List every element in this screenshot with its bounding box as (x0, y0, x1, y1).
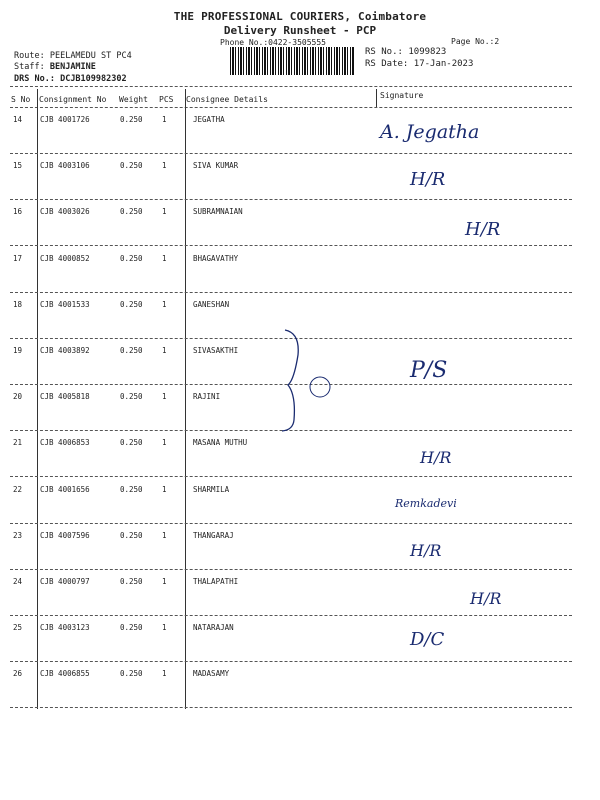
row-sno: 26 (13, 669, 23, 678)
row-signature: D/C (410, 629, 445, 650)
row-sno: 19 (13, 346, 23, 355)
row-consignment-no: CJB 4007596 (40, 531, 90, 540)
phone-number: Phone No.:0422-3505555 (220, 38, 326, 47)
row-consignee-name: SHARMILA (193, 485, 230, 494)
row-weight: 0.250 (120, 115, 143, 124)
row-rule (10, 245, 572, 246)
row-pcs: 1 (162, 531, 167, 540)
rs-date-value: 17-Jan-2023 (413, 59, 474, 69)
page-number: Page No.:2 (451, 37, 500, 46)
staff-line (14, 62, 96, 72)
row-consignee-name: THALAPATHI (193, 577, 239, 586)
row-pcs: 1 (162, 300, 167, 309)
header-bottom-rule (10, 107, 572, 108)
row-sno: 20 (13, 392, 23, 401)
col-sno-header: S No (11, 95, 31, 104)
row-sno: 22 (13, 485, 23, 494)
row-consignment-no: CJB 4001533 (40, 300, 90, 309)
row-signature: H/R (410, 541, 442, 560)
row-sno: 14 (13, 115, 23, 124)
row-sno: 17 (13, 254, 23, 263)
row-consignment-no: CJB 4006855 (40, 669, 90, 678)
row-rule (10, 661, 572, 662)
row-consignee-name: BHAGAVATHY (193, 254, 239, 263)
row-consignment-no: CJB 4003106 (40, 161, 90, 170)
row-weight: 0.250 (120, 623, 143, 632)
drs-label: DRS No.: (14, 74, 55, 84)
rs-date-line (365, 59, 473, 69)
row-signature: H/R (470, 589, 502, 608)
route-label: Route: (14, 51, 45, 61)
row-weight: 0.250 (120, 669, 143, 678)
row-weight: 0.250 (120, 438, 143, 447)
barcode-image (230, 47, 355, 75)
column-divider (376, 89, 377, 107)
row-weight: 0.250 (120, 346, 143, 355)
rs-number-value: 1099823 (408, 47, 447, 57)
row-consignment-no: CJB 4000852 (40, 254, 90, 263)
row-weight: 0.250 (120, 531, 143, 540)
col-pcs-header: PCS (159, 95, 174, 104)
row-weight: 0.250 (120, 392, 143, 401)
row-consignee-name: MASANA MUTHU (193, 438, 248, 447)
row-weight: 0.250 (120, 207, 143, 216)
header-top-rule (10, 86, 572, 87)
col-signature-header: Signature (380, 91, 424, 100)
row-pcs: 1 (162, 438, 167, 447)
rs-number-line (365, 47, 446, 57)
row-sno: 15 (13, 161, 23, 170)
row-sno: 21 (13, 438, 23, 447)
row-signature: Remkadevi (395, 497, 457, 510)
row-rule (10, 569, 572, 570)
row-consignment-no: CJB 4001656 (40, 485, 90, 494)
rs-number-label: RS No.: (365, 47, 403, 57)
drs-value: DCJB109982302 (60, 74, 127, 84)
row-consignment-no: CJB 4000797 (40, 577, 90, 586)
row-consignment-no: CJB 4006853 (40, 438, 90, 447)
row-weight: 0.250 (120, 254, 143, 263)
row-sno: 23 (13, 531, 23, 540)
row-sno: 18 (13, 300, 23, 309)
row-signature: H/R (465, 219, 501, 240)
row-rule (10, 476, 572, 477)
bracket-mark (280, 325, 350, 435)
route-line (14, 51, 132, 61)
row-weight: 0.250 (120, 485, 143, 494)
row-pcs: 1 (162, 669, 167, 678)
col-consignee-header: Consignee Details (186, 95, 268, 104)
row-consignment-no: CJB 4001726 (40, 115, 90, 124)
row-consignee-name: MADASAMY (193, 669, 230, 678)
row-pcs: 1 (162, 577, 167, 586)
document-title: Delivery Runsheet - PCP (223, 24, 377, 37)
row-weight: 0.250 (120, 300, 143, 309)
row-rule (10, 707, 572, 708)
row-sno: 16 (13, 207, 23, 216)
row-signature: A. Jegatha (380, 121, 480, 143)
row-consignee-name: RAJINI (193, 392, 221, 401)
row-consignment-no: CJB 4003123 (40, 623, 90, 632)
row-signature: H/R (420, 448, 452, 467)
row-consignee-name: SIVA KUMAR (193, 161, 239, 170)
rs-date-label: RS Date: (365, 59, 409, 69)
row-weight: 0.250 (120, 161, 143, 170)
row-pcs: 1 (162, 254, 167, 263)
row-consignee-name: JEGATHA (193, 115, 225, 124)
row-consignment-no: CJB 4005818 (40, 392, 90, 401)
row-consignee-name: GANESHAN (193, 300, 230, 309)
row-signature: H/R (410, 169, 446, 190)
row-pcs: 1 (162, 485, 167, 494)
row-consignee-name: SIVASAKTHI (193, 346, 239, 355)
row-signature: P/S (410, 358, 448, 383)
row-rule (10, 615, 572, 616)
row-pcs: 1 (162, 623, 167, 632)
col-consignment-header: Consignment No (39, 95, 107, 104)
row-consignment-no: CJB 4003892 (40, 346, 90, 355)
column-divider (185, 89, 186, 709)
row-rule (10, 523, 572, 524)
row-pcs: 1 (162, 115, 167, 124)
row-sno: 25 (13, 623, 23, 632)
route-value: PEELAMEDU ST PC4 (49, 51, 132, 61)
row-sno: 24 (13, 577, 23, 586)
row-rule (10, 199, 572, 200)
staff-value: BENJAMINE (49, 62, 96, 72)
row-pcs: 1 (162, 346, 167, 355)
row-pcs: 1 (162, 161, 167, 170)
column-divider (37, 89, 38, 709)
row-pcs: 1 (162, 207, 167, 216)
row-consignee-name: THANGARAJ (193, 531, 234, 540)
staff-label: Staff: (14, 62, 45, 72)
row-weight: 0.250 (120, 577, 143, 586)
row-consignee-name: SUBRAMNAIAN (193, 207, 243, 216)
col-weight-header: Weight (119, 95, 148, 104)
company-title: THE PROFESSIONAL COURIERS, Coimbatore (173, 10, 427, 23)
row-rule (10, 292, 572, 293)
drs-line (14, 74, 127, 84)
row-consignment-no: CJB 4003026 (40, 207, 90, 216)
row-pcs: 1 (162, 392, 167, 401)
row-consignee-name: NATARAJAN (193, 623, 234, 632)
row-rule (10, 153, 572, 154)
